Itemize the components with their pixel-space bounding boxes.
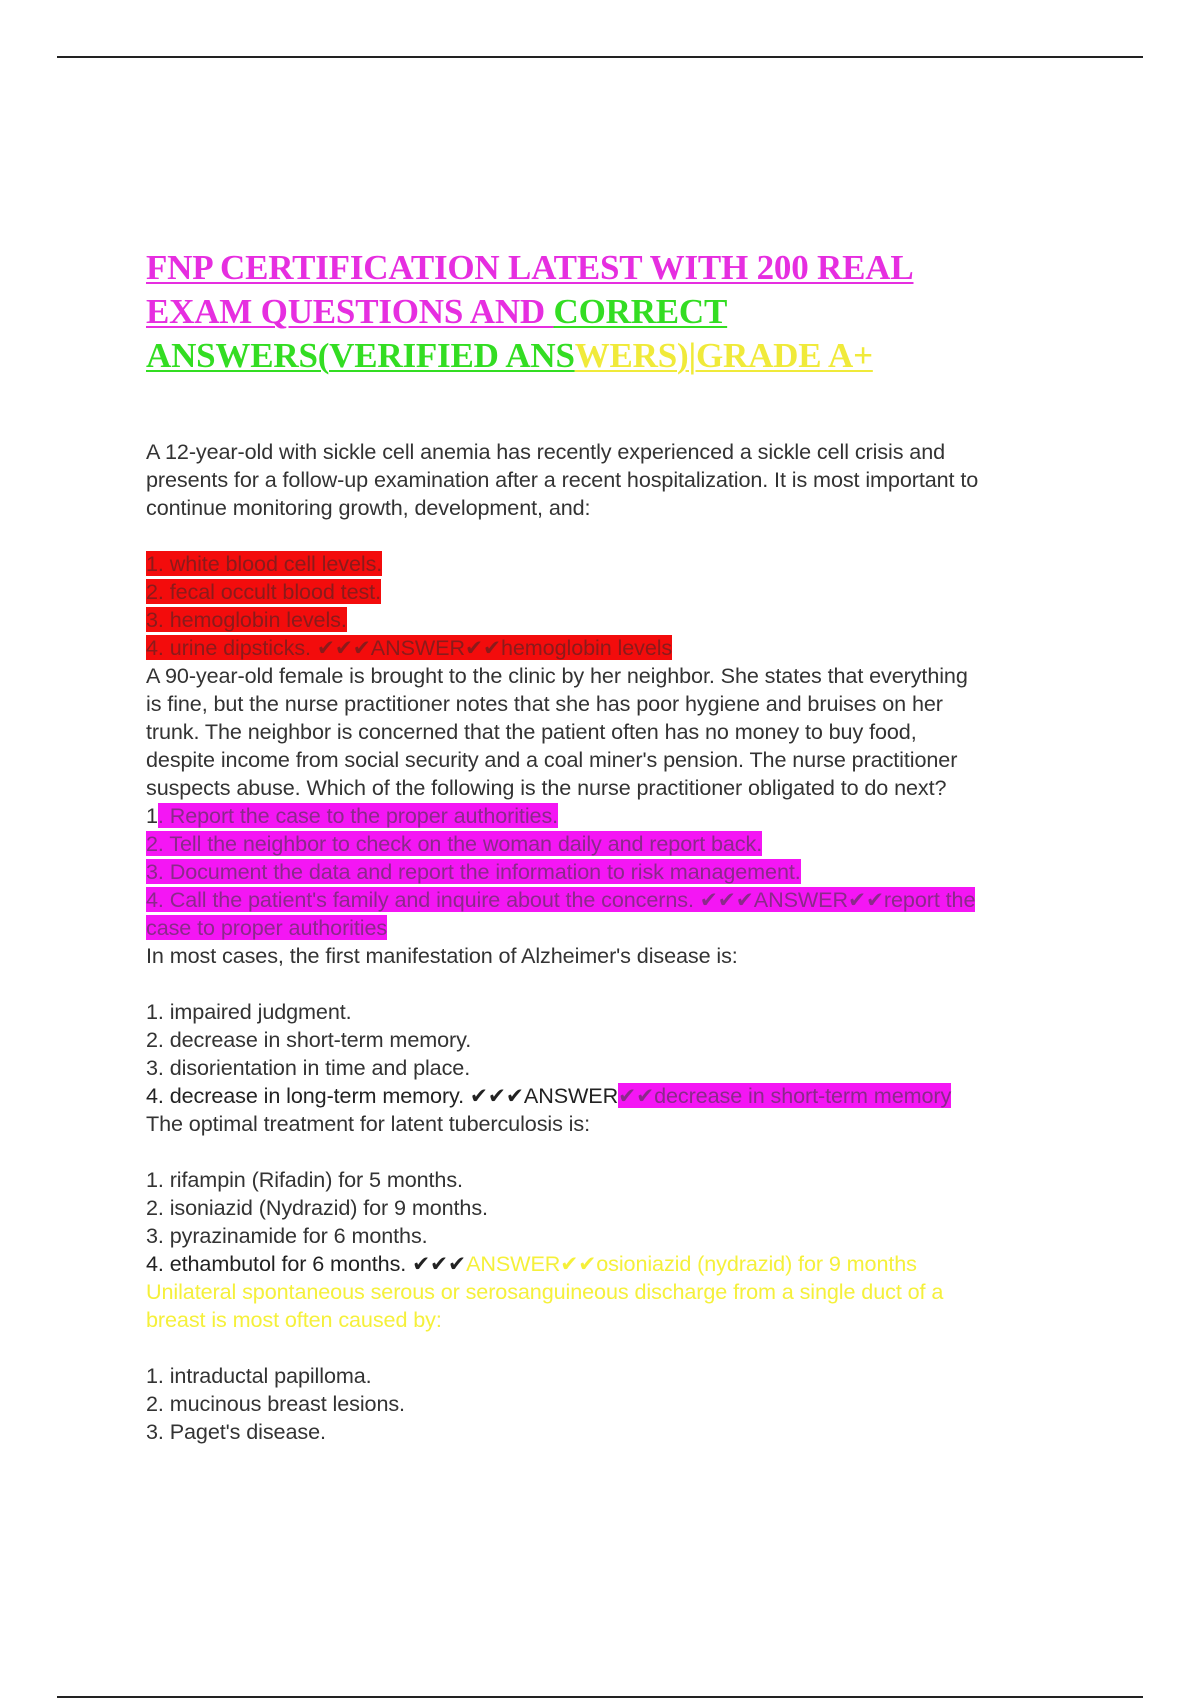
q4-option-3: 3. pyrazinamide for 6 months. (146, 1223, 428, 1248)
questions (146, 438, 1106, 1446)
q2-option-2: 2. Tell the neighbor to check on the woman daily and report back. (146, 831, 763, 856)
header-rule (57, 56, 1143, 58)
q1-stem-line: presents for a follow-up examination after a recent hospitalization. It is most important to (146, 467, 979, 492)
document-body (146, 246, 1106, 1446)
q1-stem-line: A 12-year-old with sickle cell anemia has recently experienced a sickle cell crisis and (146, 439, 946, 464)
q5-option-1: 1. intraductal papilloma. (146, 1363, 372, 1388)
title-part-2: EXAM QUESTIONS AND (146, 292, 554, 331)
q2-stem-line: is fine, but the nurse practitioner notes that she has poor hygiene and bruises on her (146, 691, 943, 716)
q3-option-3: 3. disorientation in time and place. (146, 1055, 471, 1080)
q2-stem-line: A 90-year-old female is brought to the clinic by her neighbor. She states that everything (146, 663, 968, 688)
title-part-4: ANSWERS(VERIFIED ANS (146, 336, 575, 375)
q1-option-1: 1. white blood cell levels. (146, 551, 383, 576)
q1-option-3: 3. hemoglobin levels. (146, 607, 347, 632)
document-title (146, 246, 1106, 378)
footer-rule (57, 1696, 1143, 1698)
q2-stem-line: despite income from social security and a coal miner's pension. The nurse practitioner (146, 747, 958, 772)
q4-stem: The optimal treatment for latent tuberculosis is: (146, 1111, 590, 1136)
q4-answer: ANSWER✔✔osioniazid (nydrazid) for 9 months (466, 1251, 917, 1276)
q1-stem-line: continue monitoring growth, development, and: (146, 495, 591, 520)
q3-answer: ✔✔decrease in short-term memory (618, 1083, 952, 1108)
q1-option-4-answer: 4. urine dipsticks. ✔✔✔ANSWER✔✔hemoglobin levels (146, 635, 673, 660)
q5-stem-line: Unilateral spontaneous serous or serosanguineous discharge from a single duct of a (146, 1279, 944, 1304)
q2-stem-line: trunk. The neighbor is concerned that the patient often has no money to buy food, (146, 719, 917, 744)
title-part-5: WERS)|GRADE A+ (574, 336, 873, 375)
q2-stem-line: suspects abuse. Which of the following is the nurse practitioner obligated to do next? (146, 775, 947, 800)
title-part-3: CORRECT (553, 292, 728, 331)
q3-option-4 (146, 1082, 1106, 1110)
q2-option-1-text: . Report the case to the proper authorities. (157, 803, 559, 828)
q4-option-4 (146, 1250, 1106, 1278)
q5-option-3: 3. Paget's disease. (146, 1419, 326, 1444)
q1-option-2: 2. fecal occult blood test. (146, 579, 381, 604)
q3-option-2: 2. decrease in short-term memory. (146, 1027, 472, 1052)
q2-option-4-answer: 4. Call the patient's family and inquire about the concerns. ✔✔✔ANSWER✔✔report the (146, 887, 976, 912)
q4-option-2: 2. isoniazid (Nydrazid) for 9 months. (146, 1195, 488, 1220)
title-part-1: FNP CERTIFICATION LATEST WITH 200 REAL (146, 248, 914, 287)
q5-stem-line: breast is most often caused by: (146, 1307, 442, 1332)
q2-option-3: 3. Document the data and report the information to risk management. (146, 859, 801, 884)
q2-answer-continuation: case to proper authorities (146, 915, 388, 940)
q4-option-1: 1. rifampin (Rifadin) for 5 months. (146, 1167, 463, 1192)
q2-option-1 (146, 802, 1106, 830)
q3-option-4-text: 4. decrease in long-term memory. ✔✔✔ANSWER (146, 1083, 619, 1108)
q4-option-4-text: 4. ethambutol for 6 months. ✔✔✔ (146, 1251, 467, 1276)
q5-option-2: 2. mucinous breast lesions. (146, 1391, 405, 1416)
q3-stem: In most cases, the first manifestation of Alzheimer's disease is: (146, 943, 738, 968)
q3-option-1: 1. impaired judgment. (146, 999, 352, 1024)
q2-option-1-number: 1 (146, 803, 158, 828)
